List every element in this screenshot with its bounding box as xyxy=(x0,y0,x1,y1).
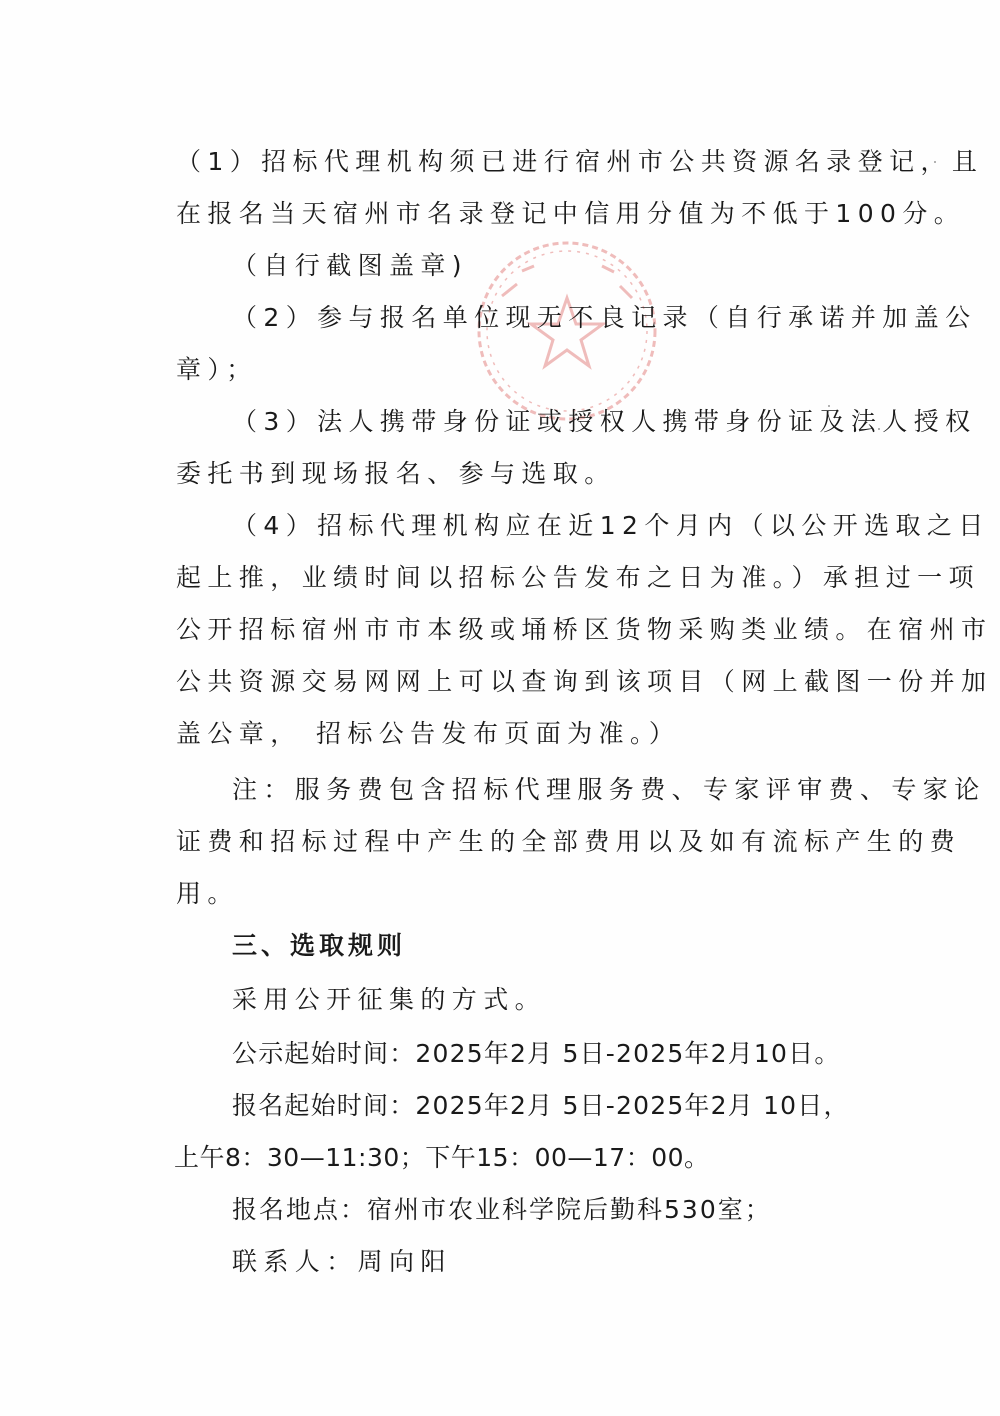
contact-person-line: 联系人：周向阳 xyxy=(232,1247,452,1276)
body-line: 章）； xyxy=(176,355,258,384)
body-line: 盖公章， 招标公告发布页面为准。） xyxy=(176,719,681,748)
registration-location-line: 报名地点：宿州市农业科学院后勤科530室； xyxy=(232,1195,772,1224)
body-line: 起上推，业绩时间以招标公告发布之日为准。）承担过一项 xyxy=(176,563,980,592)
registration-period-line: 报名起始时间：2025年2月 5日-2025年2月 10日， xyxy=(232,1091,850,1120)
body-line: （4）招标代理机构应在近12个月内（以公开选取之日 xyxy=(232,511,990,540)
note-line: 注：服务费包含招标代理服务费、专家评审费、专家论 xyxy=(232,775,986,804)
body-line: （3）法人携带身份证或授权人携带身份证及法人授权 xyxy=(232,407,977,436)
body-line: （自行截图盖章) xyxy=(232,251,468,280)
body-line: 在报名当天宿州市名录登记中信用分值为不低于100分。 xyxy=(176,199,966,228)
body-line: 公开招标宿州市市本级或埇桥区货物采购类业绩。在宿州市 xyxy=(176,615,993,644)
registration-hours-line: 上午8：30—11:30；下午15：00—17：00。 xyxy=(174,1143,710,1172)
body-line: （2）参与报名单位现无不良记录（自行承诺并加盖公 xyxy=(232,303,977,332)
note-line: 用。 xyxy=(176,879,239,908)
note-line: 证费和招标过程中产生的全部费用以及如有流标产生的费 xyxy=(176,827,962,856)
publicity-period-line: 公示起始时间：2025年2月 5日-2025年2月10日。 xyxy=(232,1039,841,1068)
section-heading: 三、选取规则 xyxy=(232,931,407,960)
body-line: 采用公开征集的方式。 xyxy=(232,985,547,1014)
body-line: （1）招标代理机构须已进行宿州市公共资源名录登记，且 xyxy=(176,147,984,176)
body-line: 公共资源交易网网上可以查询到该项目（网上截图一份并加 xyxy=(176,667,993,696)
body-line: 委托书到现场报名、参与选取。 xyxy=(176,459,616,488)
